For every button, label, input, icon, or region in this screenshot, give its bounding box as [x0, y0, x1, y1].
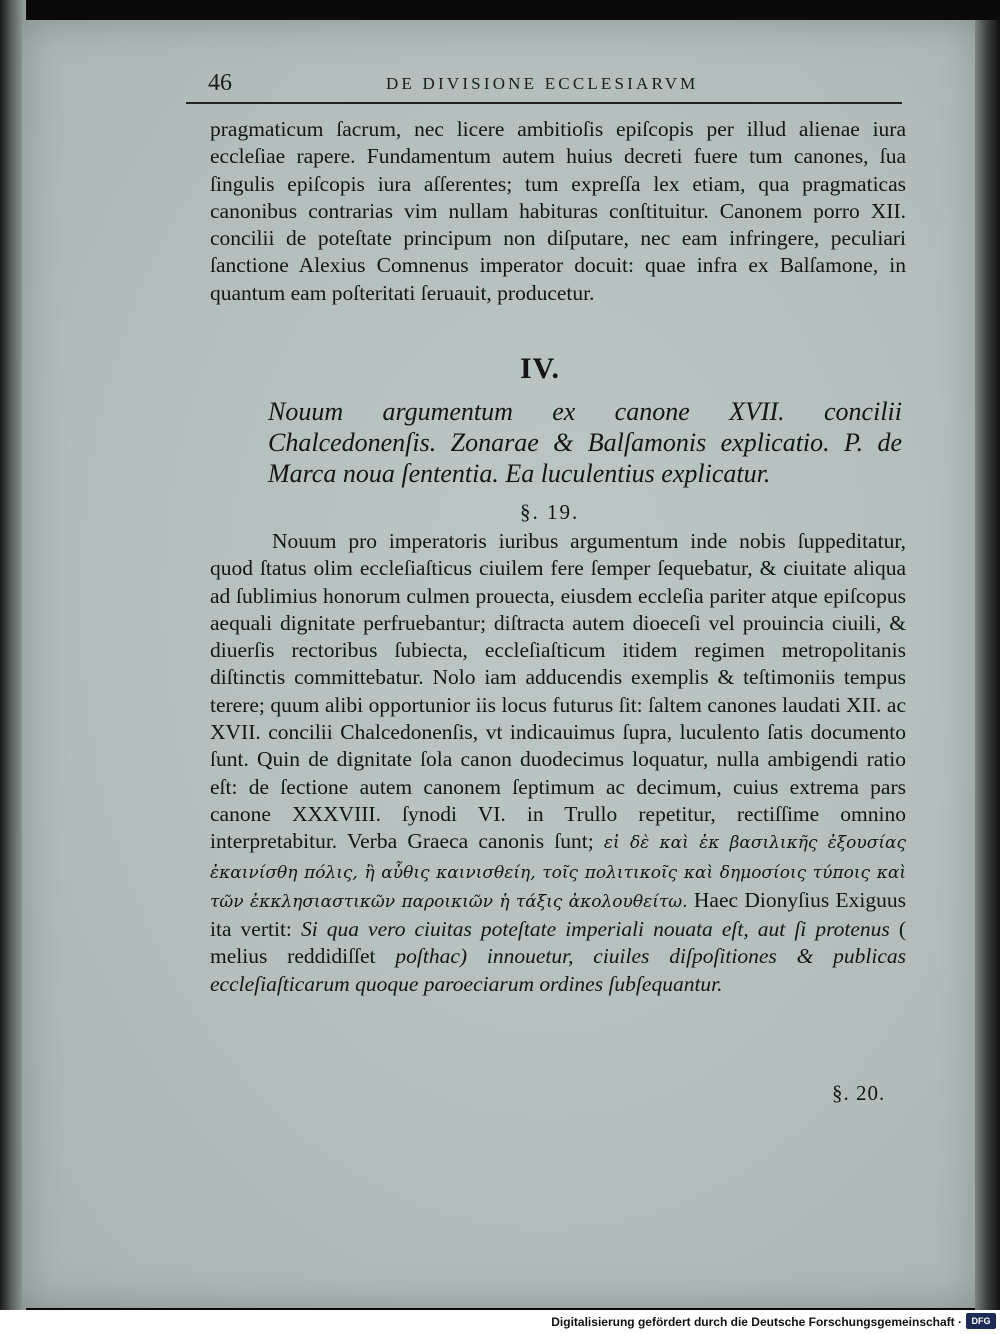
section-number: IV.: [520, 352, 560, 385]
page-edge: [975, 20, 1000, 1310]
dfg-logo: DFG: [966, 1313, 996, 1329]
page-number: 46: [208, 70, 232, 96]
paragraph-2-text-a: Nouum pro imperatoris iuribus argumentum inde nobis ſuppeditatur, quod ſtatus olim eccleſiaſticus ciuilem fere ſemper ſequebatur, & ciuitate aliqua ad ſublimius honorum culmen prouecta, eiusdem eccleſia pariter atque epiſcopus aequali dignitate perfruebantur; diſtracta autem dioeceſi vel prouincia ciuili, & diuerſis rectoribus ſubiecta, eccleſiaſticum itidem regimen metropolitanis diſtinctis committebatur. Nolo iam adducendis exemplis & teſtimoniis tempus terere; quum alibi opportunior iis locus futurus ſit: ſaltem canones laudati XII. ac XVII. concilii Chalcedonenſis, vt indicauimus ſupra, luculento ſatis documento ſunt. Quin de dignitate ſola canon duodecimus loquatur, nulla ambigendi ratio eſt: de ſectione autem canonem ſeptimum ac decimum, cuius extrema pars canone XXXVIII. ſynodi VI. in Trullo repetitur, rectiſſime omnino interpretabitur. Verba Graeca canonis ſunt;: [210, 529, 906, 854]
latin-quotation-a: Si qua vero ciuitas poteſtate imperiali nouata eſt, aut ſi protenus: [300, 917, 890, 942]
catchword: §. 20.: [832, 1081, 886, 1105]
header-rule: [186, 102, 902, 104]
greek-quotation: εἰ δὲ καὶ ἐκ βασιλικῆς ἐξουσίας ἐκαινίσθη πόλις, ἢ αὖθις καινισθείη, τοῖς πολιτικοῖς καὶ δημοσίοις τύποις καὶ τῶν ἐκκλησιαστικῶν παροικιῶν ἡ τάξις ἀκολουθείτω.: [210, 833, 907, 912]
footer-credit: Digitalisierung gefördert durch die Deutsche Forschungsgemeinschaft ·: [551, 1315, 962, 1329]
paragraph-2-text-b: Haec Dionyſius Exiguus ita vertit:: [210, 887, 906, 942]
paragraph-2: [210, 528, 906, 998]
paragraph-number: §. 19.: [520, 500, 580, 524]
latin-quotation-b: poſthac) innouetur, ciuiles diſpoſitiones & publicas eccleſiaſticarum quoque paroeciarum ordines ſubſequantur.: [210, 944, 906, 996]
running-head: DE DIVISIONE ECCLESIARVM: [386, 74, 699, 93]
page-header: [186, 62, 904, 102]
paragraph-1: pragmaticum ſacrum, nec licere ambitioſis epiſcopis per illud alienae iura eccleſiae rapere. Fundamentum autem huius decreti fuere tum canones, ſua ſingulis epiſcopis iura aſſerentes; tum expreſſa lex etiam, qua pragmaticas canonibus contrarias vim nullam habituras conſtituitur. Canonem porro XII. concilii de poteſtate principum non diſputare, nec eam infringere, peculiari ſanctione Alexius Comnenus imperator docuit: quae infra ex Balſamone, in quantum eam poſteritati ſeruauit, producetur.: [210, 117, 906, 305]
footer-bar: [0, 1310, 1000, 1334]
paragraph-2-text-c: ( melius reddidiſſet: [210, 917, 907, 969]
section-summary: Nouum argumentum ex canone XVII. concilii Chalcedonenſis. Zonarae & Balſamonis explicatio. P. de Marca noua ſententia. Ea luculentius explicatur.: [268, 397, 902, 488]
